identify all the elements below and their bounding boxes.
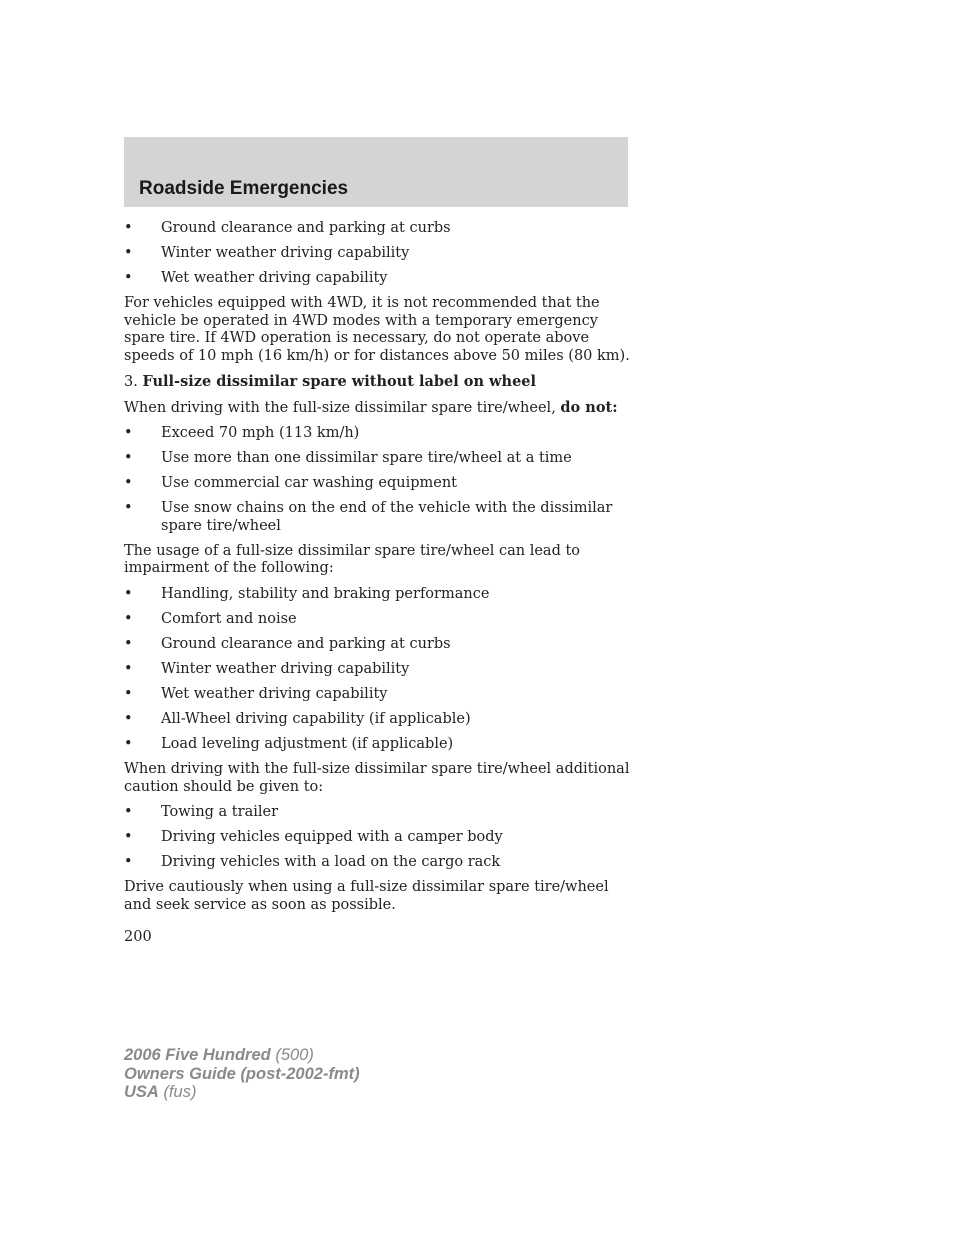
list-item: • Load leveling adjustment (if applicable) bbox=[124, 736, 454, 753]
bullet-icon: • bbox=[124, 500, 133, 517]
list-item: • Wet weather driving capability bbox=[124, 685, 388, 702]
bullet-list-do-not bbox=[124, 425, 630, 535]
bullet-icon: • bbox=[124, 475, 133, 492]
footer-line-guide: Owners Guide (post-2002-fmt) bbox=[124, 1064, 360, 1083]
bullet-icon: • bbox=[124, 450, 133, 467]
paragraph-caution: When driving with the full-size dissimilar spare tire/wheel additional caution should be given to: bbox=[124, 761, 630, 795]
paragraph-do-not: When driving with the full-size dissimilar spare tire/wheel, do not: bbox=[124, 398, 618, 416]
document-footer bbox=[124, 1046, 360, 1102]
list-item: • Exceed 70 mph (113 km/h) bbox=[124, 425, 360, 442]
bullet-icon: • bbox=[124, 220, 133, 236]
bullet-icon: • bbox=[124, 828, 133, 845]
list-item: • Use snow chains on the end of the vehicle with the dissimilar spare tire/wheel bbox=[124, 500, 613, 534]
bullet-icon: • bbox=[124, 803, 133, 820]
paragraph-4wd-warning: For vehicles equipped with 4WD, it is not recommended that the vehicle be operated in 4WD modes with a temporary emergency spare tire. If 4WD operation is necessary, do not operate above speeds of 10 mph (16 km/h) or for distances above 50 miles (80 km). bbox=[124, 295, 630, 364]
page-content bbox=[124, 220, 630, 947]
list-item: • Driving vehicles equipped with a camper body bbox=[124, 828, 503, 845]
list-item: • Wet weather driving capability bbox=[124, 270, 388, 287]
list-item: • Winter weather driving capability bbox=[124, 245, 410, 262]
bullet-icon: • bbox=[124, 425, 133, 442]
bullet-icon: • bbox=[124, 660, 133, 677]
list-item: • Winter weather driving capability bbox=[124, 660, 410, 677]
list-item: • Ground clearance and parking at curbs bbox=[124, 220, 451, 236]
list-item: • Ground clearance and parking at curbs bbox=[124, 635, 451, 652]
section-title: Roadside Emergencies bbox=[139, 178, 349, 199]
paragraph-drive-cautiously: Drive cautiously when using a full-size dissimilar spare tire/wheel and seek service as soon as possible. bbox=[124, 879, 609, 913]
list-item: • Towing a trailer bbox=[124, 803, 278, 820]
bullet-icon: • bbox=[124, 245, 133, 262]
bullet-icon: • bbox=[124, 610, 133, 627]
section-header-band bbox=[124, 137, 628, 207]
list-item: • Use more than one dissimilar spare tire/wheel at a time bbox=[124, 450, 572, 467]
bullet-icon: • bbox=[124, 585, 133, 602]
list-item: • Driving vehicles with a load on the cargo rack bbox=[124, 853, 501, 870]
bullet-icon: • bbox=[124, 853, 133, 870]
section-heading-3: 3. Full-size dissimilar spare without label on wheel bbox=[124, 372, 537, 390]
bullet-list-impairments-temporary bbox=[124, 220, 630, 288]
bullet-icon: • bbox=[124, 711, 133, 727]
bullet-icon: • bbox=[124, 270, 133, 287]
list-item: • All-Wheel driving capability (if applicable) bbox=[124, 711, 471, 727]
list-item: • Use commercial car washing equipment bbox=[124, 475, 457, 492]
list-item: • Comfort and noise bbox=[124, 610, 297, 627]
footer-line-region: USA (fus) bbox=[124, 1083, 197, 1101]
bullet-icon: • bbox=[124, 685, 133, 702]
paragraph-usage: The usage of a full-size dissimilar spare tire/wheel can lead to impairment of the following: bbox=[124, 542, 581, 577]
page-number: 200 bbox=[124, 929, 152, 946]
bullet-list-impairments bbox=[124, 586, 630, 754]
list-item: • Handling, stability and braking performance bbox=[124, 585, 490, 602]
footer-line-model: 2006 Five Hundred (500) bbox=[124, 1046, 314, 1064]
bullet-icon: • bbox=[124, 736, 133, 753]
bullet-list-caution bbox=[124, 804, 630, 872]
bullet-icon: • bbox=[124, 635, 133, 652]
